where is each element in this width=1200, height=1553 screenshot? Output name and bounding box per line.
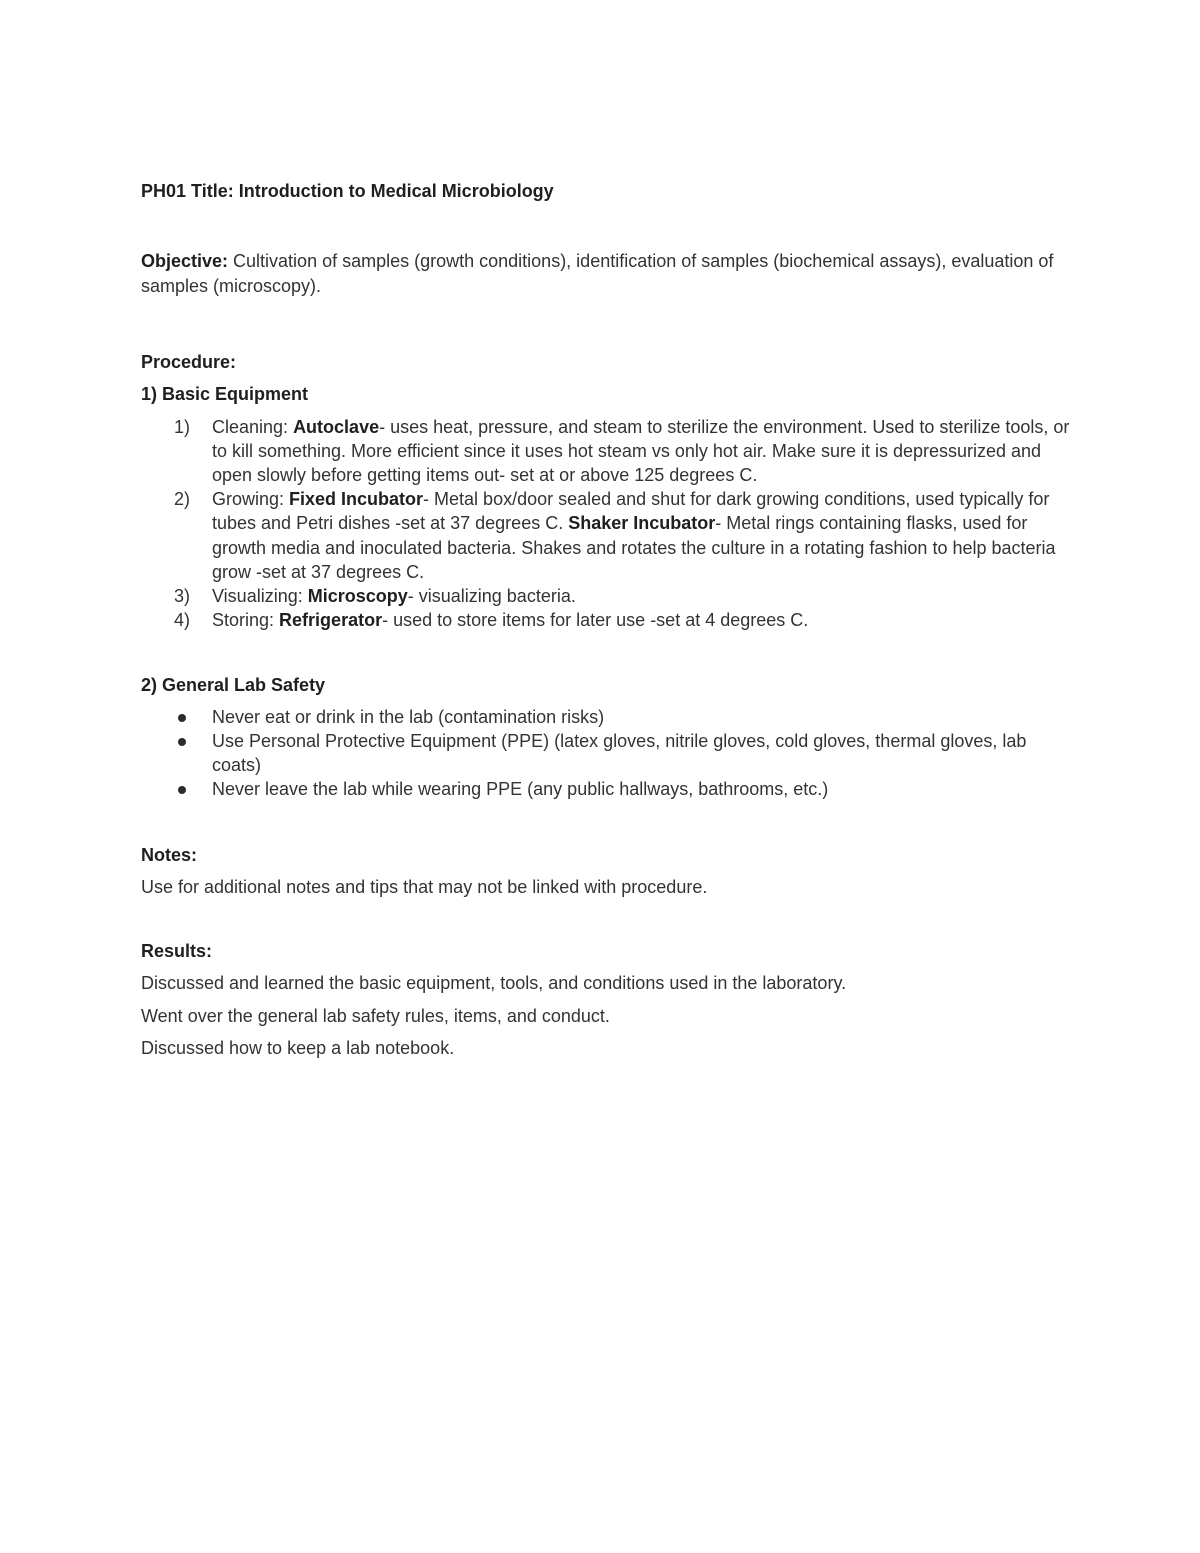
bullet-dot-icon (178, 738, 186, 746)
procedure-heading: Procedure: (141, 352, 237, 372)
microscopy-term: Microscopy (307, 586, 408, 606)
list-item-line (212, 415, 1069, 439)
list-item-line: open slowly before getting items out- set at or above 125 degrees C. (212, 465, 758, 485)
item-prefix: Growing: (212, 489, 290, 509)
item-prefix: Cleaning: (212, 417, 294, 437)
list-item-line (212, 511, 1027, 535)
bullet-item-text: Never leave the lab while wearing PPE (any public hallways, bathrooms, etc.) (212, 779, 829, 799)
basic-equipment-heading: 1) Basic Equipment (141, 384, 309, 404)
bullet-item-text: Never eat or drink in the lab (contamination risks) (212, 707, 605, 727)
list-item-line: to kill something. More efficient since it uses hot steam vs only hot air. Make sure it is depressurized and (212, 441, 1042, 461)
bullet-dot-icon (178, 714, 186, 722)
item-text: tubes and Petri dishes -set at 37 degrees C. (212, 513, 569, 533)
item-description: - Metal box/door sealed and shut for dark growing conditions, used typically for (423, 489, 1050, 509)
list-number: 2) (174, 489, 191, 509)
objective-label: Objective: (141, 251, 229, 271)
notes-text: Use for additional notes and tips that may not be linked with procedure. (141, 877, 708, 897)
bullet-dot-icon (178, 786, 186, 794)
list-item-line: growth media and inoculated bacteria. Shakes and rotates the culture in a rotating fashion to help bacteria (212, 538, 1056, 558)
list-number: 3) (174, 586, 191, 606)
item-prefix: Visualizing: (212, 586, 308, 606)
refrigerator-term: Refrigerator (279, 610, 383, 630)
item-description: - visualizing bacteria. (407, 586, 576, 606)
document-title: PH01 Title: Introduction to Medical Microbiology (141, 181, 554, 201)
objective-paragraph (141, 249, 1053, 273)
item-description: - used to store items for later use -set at 4 degrees C. (382, 610, 809, 630)
autoclave-term: Autoclave (293, 417, 380, 437)
bullet-item-text: coats) (212, 755, 262, 775)
results-line: Discussed and learned the basic equipment, tools, and conditions used in the laboratory. (141, 973, 847, 993)
list-number: 4) (174, 610, 191, 630)
notes-heading: Notes: (141, 845, 198, 865)
list-item-line (212, 584, 576, 608)
results-line: Went over the general lab safety rules, items, and conduct. (141, 1006, 610, 1026)
lab-safety-heading: 2) General Lab Safety (141, 675, 326, 695)
list-item-line: grow -set at 37 degrees C. (212, 562, 425, 582)
bullet-item-text: Use Personal Protective Equipment (PPE) (latex gloves, nitrile gloves, cold gloves, thermal gloves, lab (212, 731, 1027, 751)
shaker-incubator-term: Shaker Incubator (568, 513, 716, 533)
objective-text-continued: samples (microscopy). (141, 276, 322, 296)
item-description: - uses heat, pressure, and steam to sterilize the environment. Used to sterilize tools, or (379, 417, 1070, 437)
results-heading: Results: (141, 941, 213, 961)
list-item-line (212, 608, 808, 632)
fixed-incubator-term: Fixed Incubator (289, 489, 424, 509)
item-description: - Metal rings containing flasks, used for (715, 513, 1028, 533)
list-number: 1) (174, 417, 191, 437)
objective-text: Cultivation of samples (growth conditions), identification of samples (biochemical assays), evaluation of (228, 251, 1054, 271)
list-item-line (212, 487, 1049, 511)
item-prefix: Storing: (212, 610, 280, 630)
results-line: Discussed how to keep a lab notebook. (141, 1038, 455, 1058)
